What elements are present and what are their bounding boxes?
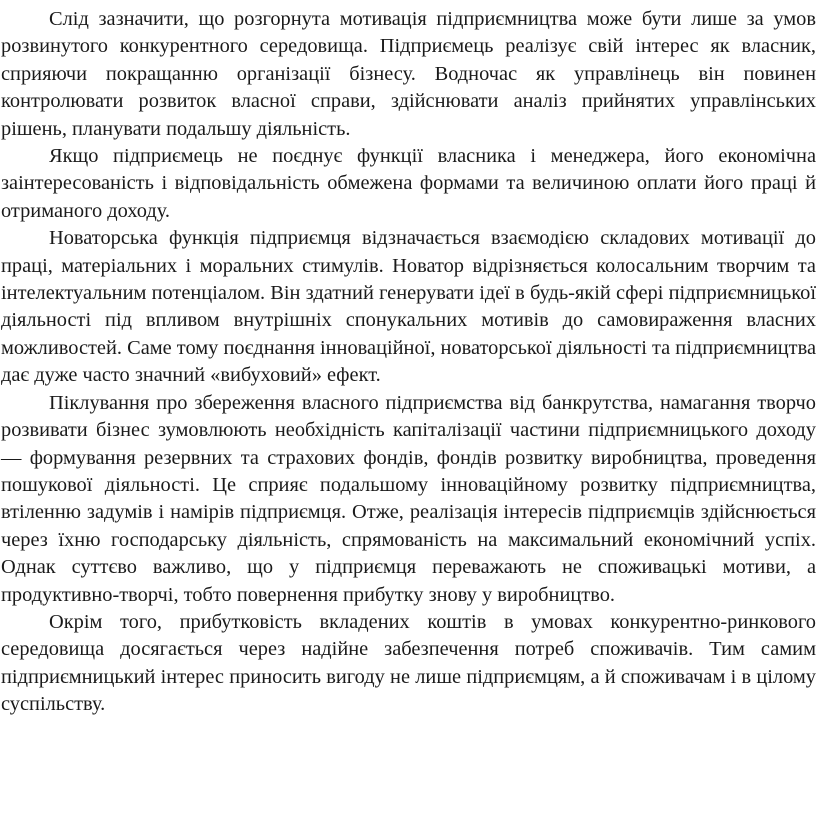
- paragraph-capitalization: Піклування про збереження власного підприємства від банкрутства, намагання творчо розвивати бізнес зумовлюють необхідність капіталізації частини підприємницького доходу — формування резервних та страхових фондів, фондів розвитку виробництва, проведення пошукової діяльності. Це сприяє подальшому інноваційному розвитку підприємництва, втіленню задумів і намірів підприємця. Отже, реалізація інтересів підприємців здійснюється через їхню господарську діяльність, спрямованість на максимальний економічний успіх. Однак суттєво важливо, що у підприємця переважають не споживацькі мотиви, а продуктивно-творчі, тобто повернення прибутку знову у виробництво.: [1, 391, 816, 606]
- paragraph-innovator-function: Новаторська функція підприємця відзначається взаємодією складових мотивації до праці, матеріальних і моральних стимулів. Новатор відрізняється колосальним творчим та інтелектуальним потенціалом. Він здатний генерувати ідеї в будь-якій сфері підприємницької діяльності під впливом внутрішніх спонукальних мотивів до самовираження власних можливостей. Саме тому поєднання інноваційної, новаторської діяльності та підприємництва дає дуже часто значний «вибуховий» ефект.: [1, 227, 816, 387]
- paragraph-consumer-benefit: Окрім того, прибутковість вкладених коштів в умовах конкурентно-ринкового середовища досягається через надійне забезпечення потреб споживачів. Тим самим підприємницький інтерес приносить вигоду не лише підприємцям, а й споживачам і в цілому суспільству.: [1, 610, 816, 716]
- paragraph-owner-manager: Якщо підприємець не поєднує функції власника і менеджера, його економічна заінтересованість і відповідальність обмежена формами та величиною оплати його праці й отриманого доходу.: [1, 145, 816, 222]
- paragraph-owner-motivation: Слід зазначити, що розгорнута мотивація підприємництва може бути лише за умов розвинутого конкурентного середовища. Підприємець реалізує свій інтерес як власник, сприяючи покращанню організації бізнесу. Водночас як управлінець він повинен контролювати розвиток власної справи, здійснювати аналіз прийнятих управлінських рішень, планувати подальшу діяльність.: [1, 8, 816, 140]
